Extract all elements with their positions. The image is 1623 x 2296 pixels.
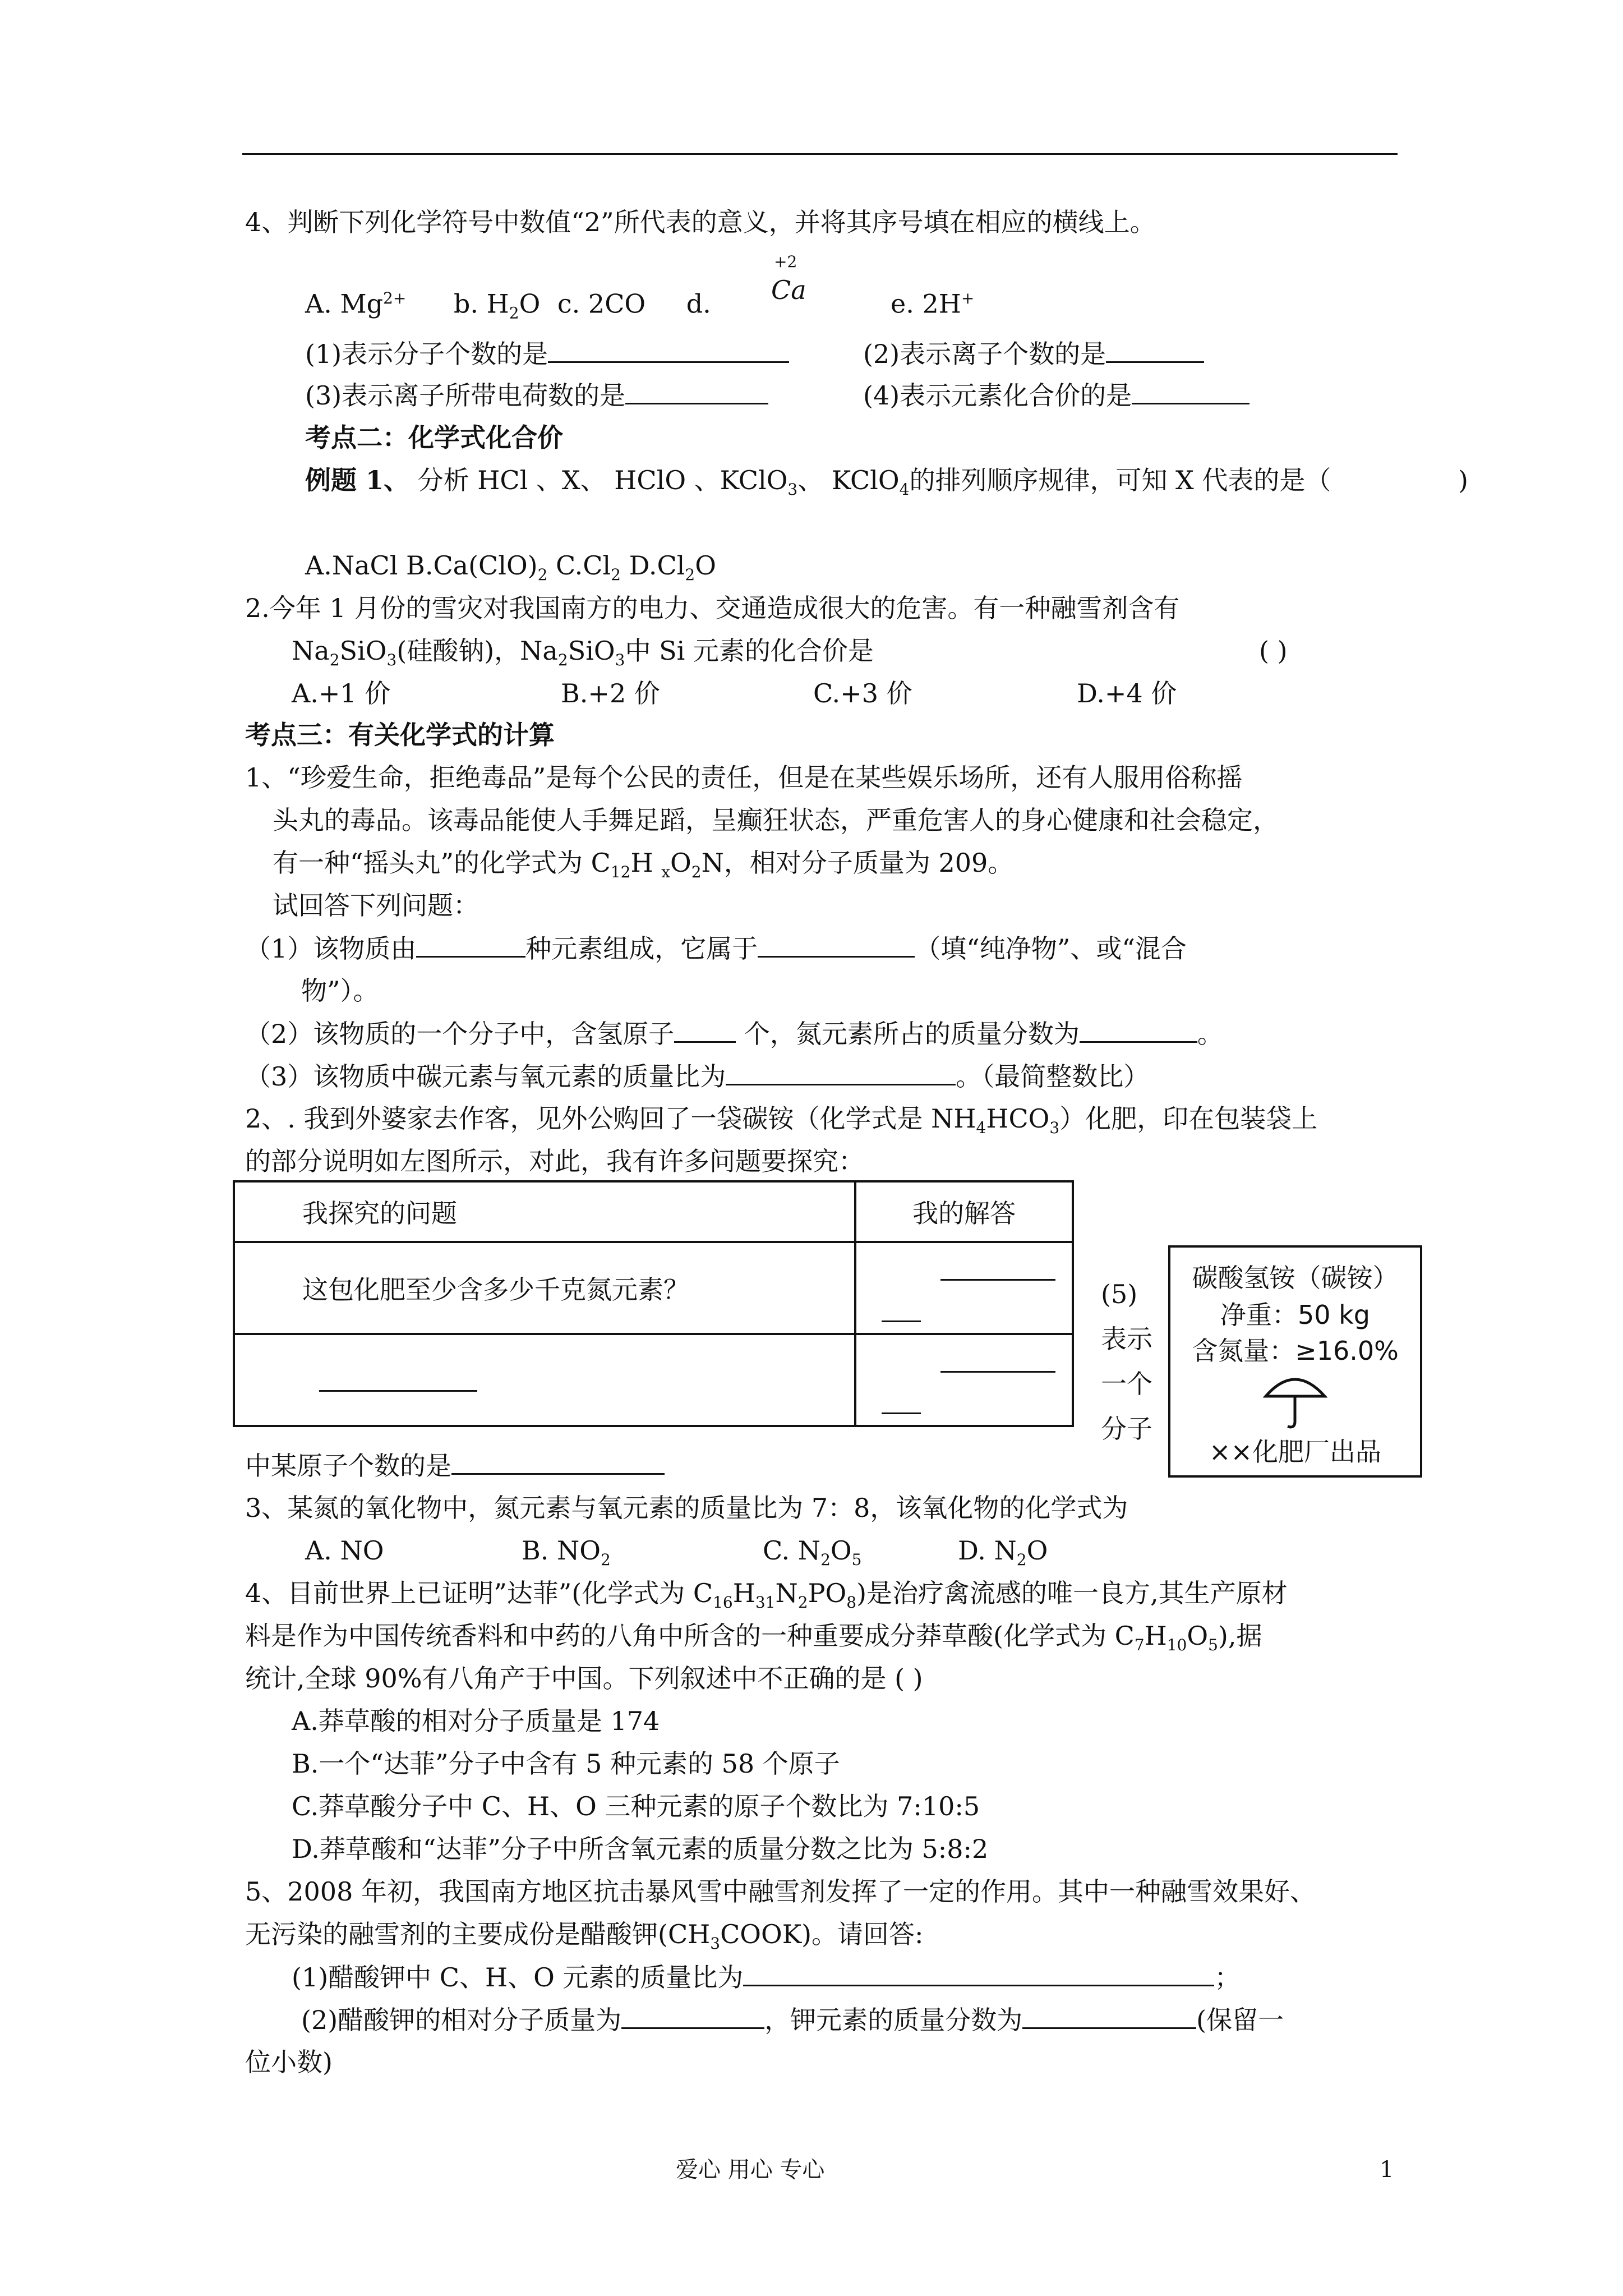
- q4-sub2: (2)表示离子个数的是: [863, 337, 1204, 371]
- page-number: 1: [1380, 2157, 1394, 2183]
- ca-charge: +2: [774, 252, 797, 271]
- umbrella-icon: [1263, 1368, 1327, 1430]
- s3q3-opt-d: D. $N_2O$: [958, 1535, 1048, 1570]
- q2-opt-a: A.+1 价: [292, 678, 391, 708]
- s3q1-line3: 有一种“摇头丸”的化学式为 $C_{12}H$ $_xO_2N$，相对分子质量为 209。: [273, 848, 1014, 882]
- s3q4-opt-c: C.莽草酸分子中 C、H、O 三种元素的原子个数比为 7:10:5: [292, 1791, 980, 1821]
- s3q4-line2: 料是作为中国传统香料和中药的八角中所含的一种重要成分莽草酸(化学式为 $C_7H_{10}O_5$),据: [245, 1621, 1262, 1655]
- header-rule: [242, 153, 1398, 155]
- q2-line2: $Na_2SiO_3$(硅酸钠)，$Na_2SiO_3$中 Si 元素的化合价是: [292, 636, 874, 670]
- label-maker: ××化肥厂出品: [1209, 1437, 1382, 1467]
- q4-sub4: (4)表示元素化合价的是: [863, 378, 1249, 412]
- label-weight: 净重：50 kg: [1220, 1300, 1370, 1330]
- q4-stem: 4、判断下列化学符号中数值“2”所代表的意义，并将其序号填在相应的横线上。: [245, 207, 1156, 237]
- s3q1-sub3: （3）该物质中碳元素与氧元素的质量比为 。（最简整数比）: [245, 1059, 1149, 1093]
- q2-opt-d: D.+4 价: [1077, 678, 1177, 708]
- table-header-answer: 我的解答: [855, 1181, 1073, 1242]
- q4-sub1: (1)表示分子个数的是: [305, 337, 789, 371]
- s3q1-line4: 试回答下列问题：: [273, 890, 479, 921]
- s3q1-sub1: （1）该物质由 种元素组成，它属于 （填“纯净物”、或“混合: [245, 931, 1187, 965]
- q4-sub5-a: (5): [1101, 1279, 1138, 1309]
- label-title: 碳酸氢铵（碳铵）: [1192, 1263, 1399, 1293]
- ca-symbol: Ca: [771, 275, 806, 305]
- s3q4-opt-d: D.莽草酸和“达菲”分子中所含氧元素的质量分数之比为 5:8:2: [292, 1834, 989, 1864]
- label-nitrogen: 含氮量：≥16.0%: [1192, 1336, 1399, 1366]
- q4-option-e: e. 2H+: [891, 288, 975, 319]
- ex1-options: A.NaCl $B.Ca(ClO)_2$ $C.Cl_2$ $D.Cl_2O$: [305, 550, 716, 585]
- ex1-line: 例题 1、 分析 HCl 、X、 HClO 、KClO$_3$、 KClO$_4$的排列顺序规律，可知 X 代表的是（: [305, 465, 1331, 499]
- table-header-question: 我探究的问题: [234, 1181, 855, 1242]
- s3q4-opt-b: B.一个“达菲”分子中含有 5 种元素的 58 个原子: [292, 1749, 840, 1779]
- s3q3-opt-b: B. $NO_2$: [522, 1535, 611, 1570]
- table-cell-answer[interactable]: [855, 1334, 1073, 1426]
- s3q5-sub1: (1)醋酸钾中 C、H、O 元素的质量比为 ；: [292, 1960, 1240, 1994]
- s3q3-opt-a: A. NO: [305, 1535, 384, 1566]
- q2-paren: ( ): [1259, 636, 1288, 666]
- q4-sub5-b: 表示: [1101, 1324, 1152, 1354]
- q4-sub3: (3)表示离子所带电荷数的是: [305, 378, 768, 412]
- table-cell-answer[interactable]: [855, 1242, 1073, 1334]
- q2-opt-c: C.+3 价: [813, 678, 912, 708]
- s3q3-opt-c: C. $N_2O_5$: [763, 1535, 862, 1570]
- s3q2-line1: 2、. 我到外婆家去作客，见外公购回了一袋碳铵（化学式是 $NH_4HCO_3$）化肥，印在包装袋上: [245, 1103, 1318, 1138]
- s3q4-line1: 4、目前世界上已证明”达菲”(化学式为 $C_{16}H_{31}N_2PO_8$)是治疗禽流感的唯一良方,其生产原材: [245, 1578, 1288, 1612]
- table-row: [234, 1181, 1073, 1242]
- s3q4-line3: 统计,全球 90%有八角产于中国。下列叙述中不正确的是 ( ): [245, 1663, 923, 1694]
- section3-title: 考点三：有关化学式的计算: [245, 720, 555, 750]
- section2-title: 考点二：化学式化合价: [305, 422, 563, 453]
- s3q4-opt-a: A.莽草酸的相对分子质量是 174: [292, 1706, 660, 1736]
- s3q2-line2: 的部分说明如左图所示，对此，我有许多问题要探究：: [245, 1146, 864, 1176]
- table-cell-question[interactable]: [234, 1334, 855, 1426]
- s3q1-sub1-cont: 物”）。: [301, 976, 379, 1006]
- s3q5-sub2: (2)醋酸钾的相对分子质量为 ，钾元素的质量分数为 (保留一: [301, 2003, 1284, 2037]
- ex1-paren-close: ): [1458, 465, 1468, 495]
- inquiry-table: [233, 1180, 1074, 1427]
- q4-sub5-d: 分子: [1101, 1414, 1152, 1444]
- table-row: [234, 1334, 1073, 1426]
- q4-sub5-e: 中某原子个数的是: [245, 1448, 665, 1483]
- s3q3-stem: 3、某氮的氧化物中，氮元素与氧元素的质量比为 7：8，该氧化物的化学式为: [245, 1493, 1128, 1523]
- s3q1-line1: 1、“珍爱生命，拒绝毒品”是每个公民的责任，但是在某些娱乐场所，还有人服用俗称摇: [245, 762, 1243, 793]
- s3q5-sub2-cont: 位小数): [245, 2047, 333, 2077]
- table-cell-question: 这包化肥至少含多少千克氮元素？: [234, 1242, 855, 1334]
- s3q1-sub2: （2）该物质的一个分子中，含氢原子 个，氮元素所占的质量分数为 。: [245, 1016, 1223, 1051]
- s3q5-line2: 无污染的融雪剂的主要成份是醋酸钾$(CH_3COOK)$。请回答:: [245, 1919, 924, 1953]
- table-row: [234, 1242, 1073, 1334]
- q2-line1: 2.今年 1 月份的雪灾对我国南方的电力、交通造成很大的危害。有一种融雪剂含有: [245, 593, 1180, 623]
- q4-sub5-c: 一个: [1101, 1369, 1152, 1399]
- q2-opt-b: B.+2 价: [561, 678, 660, 708]
- s3q1-line2: 头丸的毒品。该毒品能使人手舞足蹈，呈癫狂状态，严重危害人的身心健康和社会稳定，: [273, 805, 1279, 835]
- s3q5-line1: 5、2008 年初，我国南方地区抗击暴风雪中融雪剂发挥了一定的作用。其中一种融雪效果好、: [245, 1876, 1316, 1907]
- footer-slogan: 爱心 用心 专心: [676, 2157, 825, 2183]
- fertilizer-label: [1168, 1245, 1422, 1478]
- q4-options: A. $Mg^{2+}$ b. $H_2O$ c. 2CO d.: [305, 288, 711, 323]
